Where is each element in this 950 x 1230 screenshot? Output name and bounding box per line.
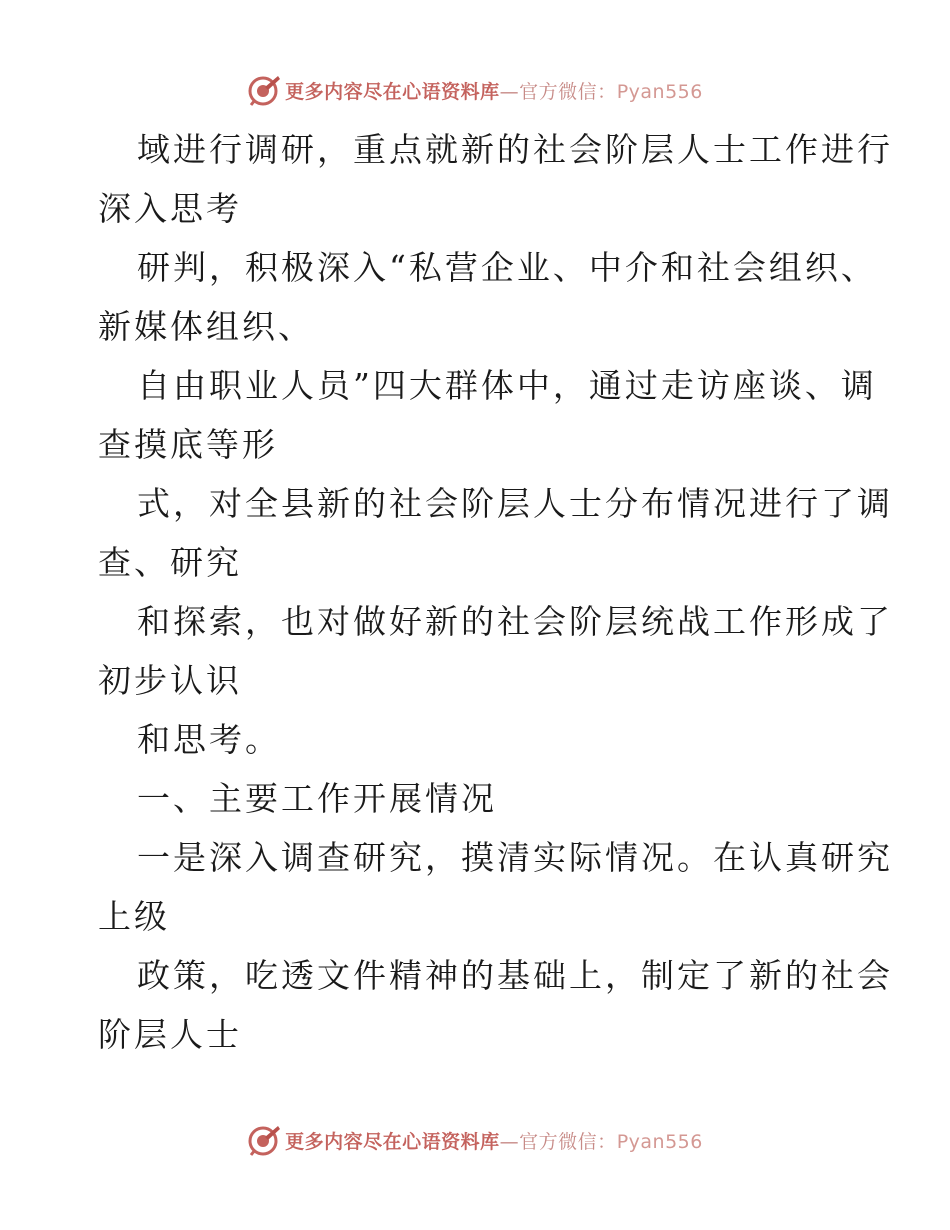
paragraph-line: 上级 (98, 897, 170, 936)
paragraph-line: 查摸底等形 (98, 425, 278, 464)
paragraph-line: 查、研究 (98, 543, 242, 582)
watermark-wechat-label: 官方微信： (519, 1130, 617, 1153)
paragraph-line: 研判，积极深入“私营企业、中介和社会组织、 (137, 248, 877, 287)
paragraph-line: 自由职业人员”四大群体中，通过走访座谈、调 (137, 366, 877, 405)
watermark-wechat-id: Pyan556 (616, 80, 703, 103)
stamp-logo-icon (247, 73, 281, 107)
paragraph-line: 式，对全县新的社会阶层人士分布情况进行了调 (137, 484, 893, 523)
paragraph-line: 新媒体组织、 (98, 307, 314, 346)
watermark-brand: 更多内容尽在心语资料库 (285, 80, 500, 103)
document-body (98, 120, 893, 1064)
paragraph-line: 深入思考 (98, 189, 242, 228)
paragraph-line: 一是深入调查研究，摸清实际情况。在认真研究 (137, 838, 893, 877)
paragraph-line: 阶层人士 (98, 1015, 242, 1054)
section-heading: 一、主要工作开展情况 (137, 779, 497, 818)
paragraph-line: 域进行调研，重点就新的社会阶层人士工作进行 (137, 130, 893, 169)
footer-watermark (0, 1120, 950, 1160)
watermark-brand: 更多内容尽在心语资料库 (285, 1130, 500, 1153)
watermark-dash: — (499, 1130, 520, 1153)
watermark-dash: — (499, 80, 520, 103)
watermark-wechat-label: 官方微信： (519, 80, 617, 103)
paragraph-line: 初步认识 (98, 661, 242, 700)
paragraph-line: 和探索，也对做好新的社会阶层统战工作形成了 (137, 602, 893, 641)
watermark-wechat-id: Pyan556 (616, 1130, 703, 1153)
header-watermark (0, 70, 950, 110)
stamp-logo-icon (247, 1123, 281, 1157)
paragraph-line: 政策，吃透文件精神的基础上，制定了新的社会 (137, 956, 893, 995)
paragraph-line: 和思考。 (137, 720, 281, 759)
